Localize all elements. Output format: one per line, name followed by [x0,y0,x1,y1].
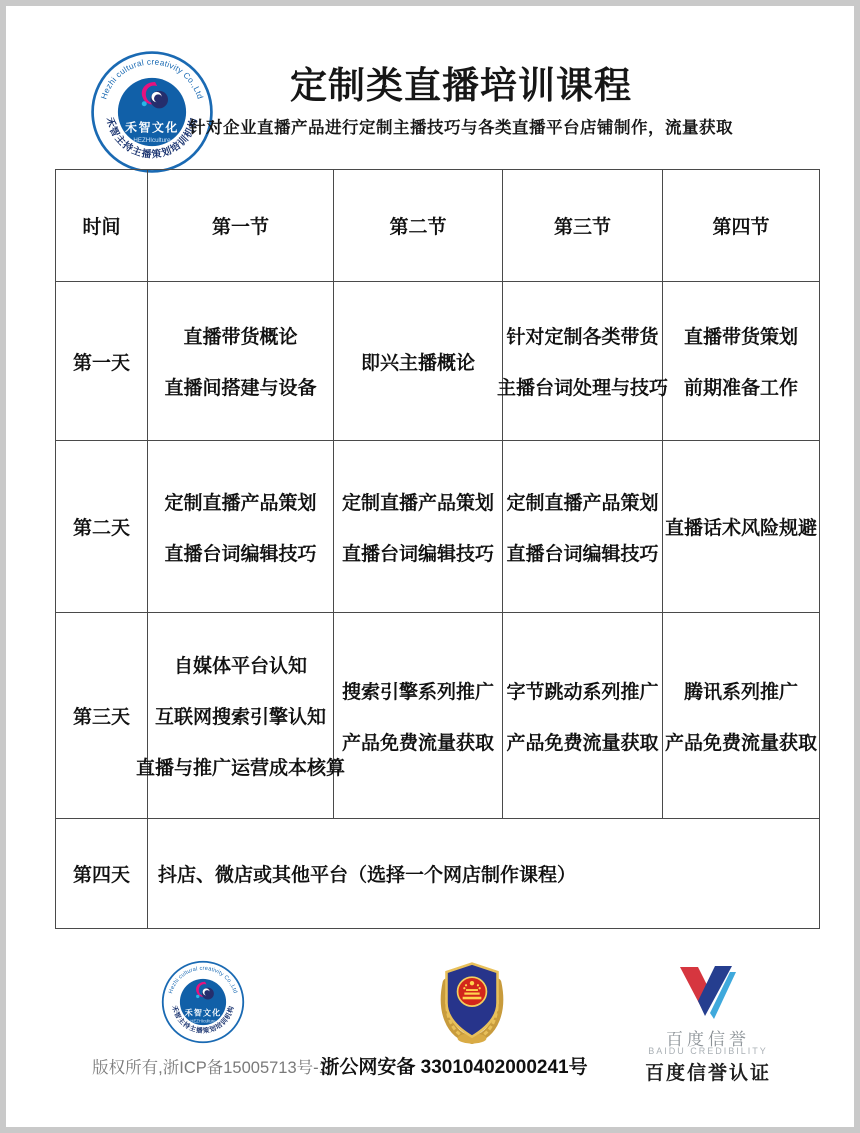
course-cell [334,282,503,441]
course-line: 直播带货概论 [183,327,298,348]
baidu-credibility-icon [674,964,738,1022]
day-label: 第四天 [56,819,148,928]
course-line: 直播与推广运营成本核算 [136,758,346,779]
table-header-cell-3: 第三节 [503,170,663,282]
course-line: 主播台词处理与技巧 [497,378,669,399]
course-line: 直播台词编辑技巧 [164,543,317,565]
course-line: 自媒体平台认知 [173,656,307,677]
course-line: 定制直播产品策划 [506,492,659,514]
course-line: 产品免费流量获取 [664,732,817,754]
baidu-credibility-cert-label[interactable]: 百度信誉认证 [644,1063,772,1084]
table-header-cell-1: 第一节 [148,170,334,282]
course-line: 直播台词编辑技巧 [506,543,659,565]
course-cell [136,613,346,819]
course-schedule-table [55,169,820,929]
course-line: 针对定制各类带货 [506,327,659,348]
course-line: 直播台词编辑技巧 [341,543,494,565]
course-line: 定制直播产品策划 [164,492,317,514]
course-line: 搜索引擎系列推广 [341,681,494,703]
course-line: 互联网搜索引擎认知 [154,707,326,728]
course-line: 直播话术风险规避 [664,518,817,539]
course-cell [148,441,334,613]
company-logo-icon-footer [161,960,245,1044]
police-badge-icon [438,957,506,1045]
course-cell [503,613,663,819]
course-line: 定制直播产品策划 [341,492,494,514]
course-cell [334,441,503,613]
day-label: 第二天 [56,441,148,613]
day-label: 第一天 [56,282,148,441]
table-header-cell-4: 第四节 [663,170,819,282]
course-line: 产品免费流量获取 [506,732,659,754]
day-label: 第三天 [56,613,148,819]
course-cell [497,282,669,441]
course-line: 前期准备工作 [683,378,798,399]
course-line: 即兴主播概论 [360,352,475,374]
course-cell [663,613,819,819]
page-subtitle: 针对企业直播产品进行定制主播技巧与各类直播平台店铺制作，流量获取 [189,119,733,137]
police-registration-link[interactable]: 浙公网安备 33010402000241号 [320,1057,588,1078]
table-header-cell-0: 时间 [56,170,148,282]
course-line: 抖店、微店或其他平台（选择一个网店制作课程） [158,865,577,886]
baidu-credibility-label-en: BAIDU CREDIBILITY [648,1046,768,1056]
course-cell [503,441,663,613]
page-title: 定制类直播培训课程 [290,65,632,106]
icp-license-link[interactable]: 版权所有,浙ICP备15005713号-1 [92,1059,328,1077]
course-cell [663,441,819,613]
baidu-credibility-label-cn[interactable]: 百度信誉 [666,1030,750,1049]
course-cell [334,613,503,819]
course-cell [663,282,819,441]
course-line: 字节跳动系列推广 [506,681,659,703]
course-cell [148,819,819,928]
course-line: 腾讯系列推广 [683,681,798,703]
header [81,66,841,138]
course-cell [148,282,334,441]
course-line: 直播间搭建与设备 [164,378,317,399]
course-line: 直播带货策划 [683,327,798,348]
table-header-cell-2: 第二节 [334,170,503,282]
course-line: 产品免费流量获取 [341,732,494,754]
